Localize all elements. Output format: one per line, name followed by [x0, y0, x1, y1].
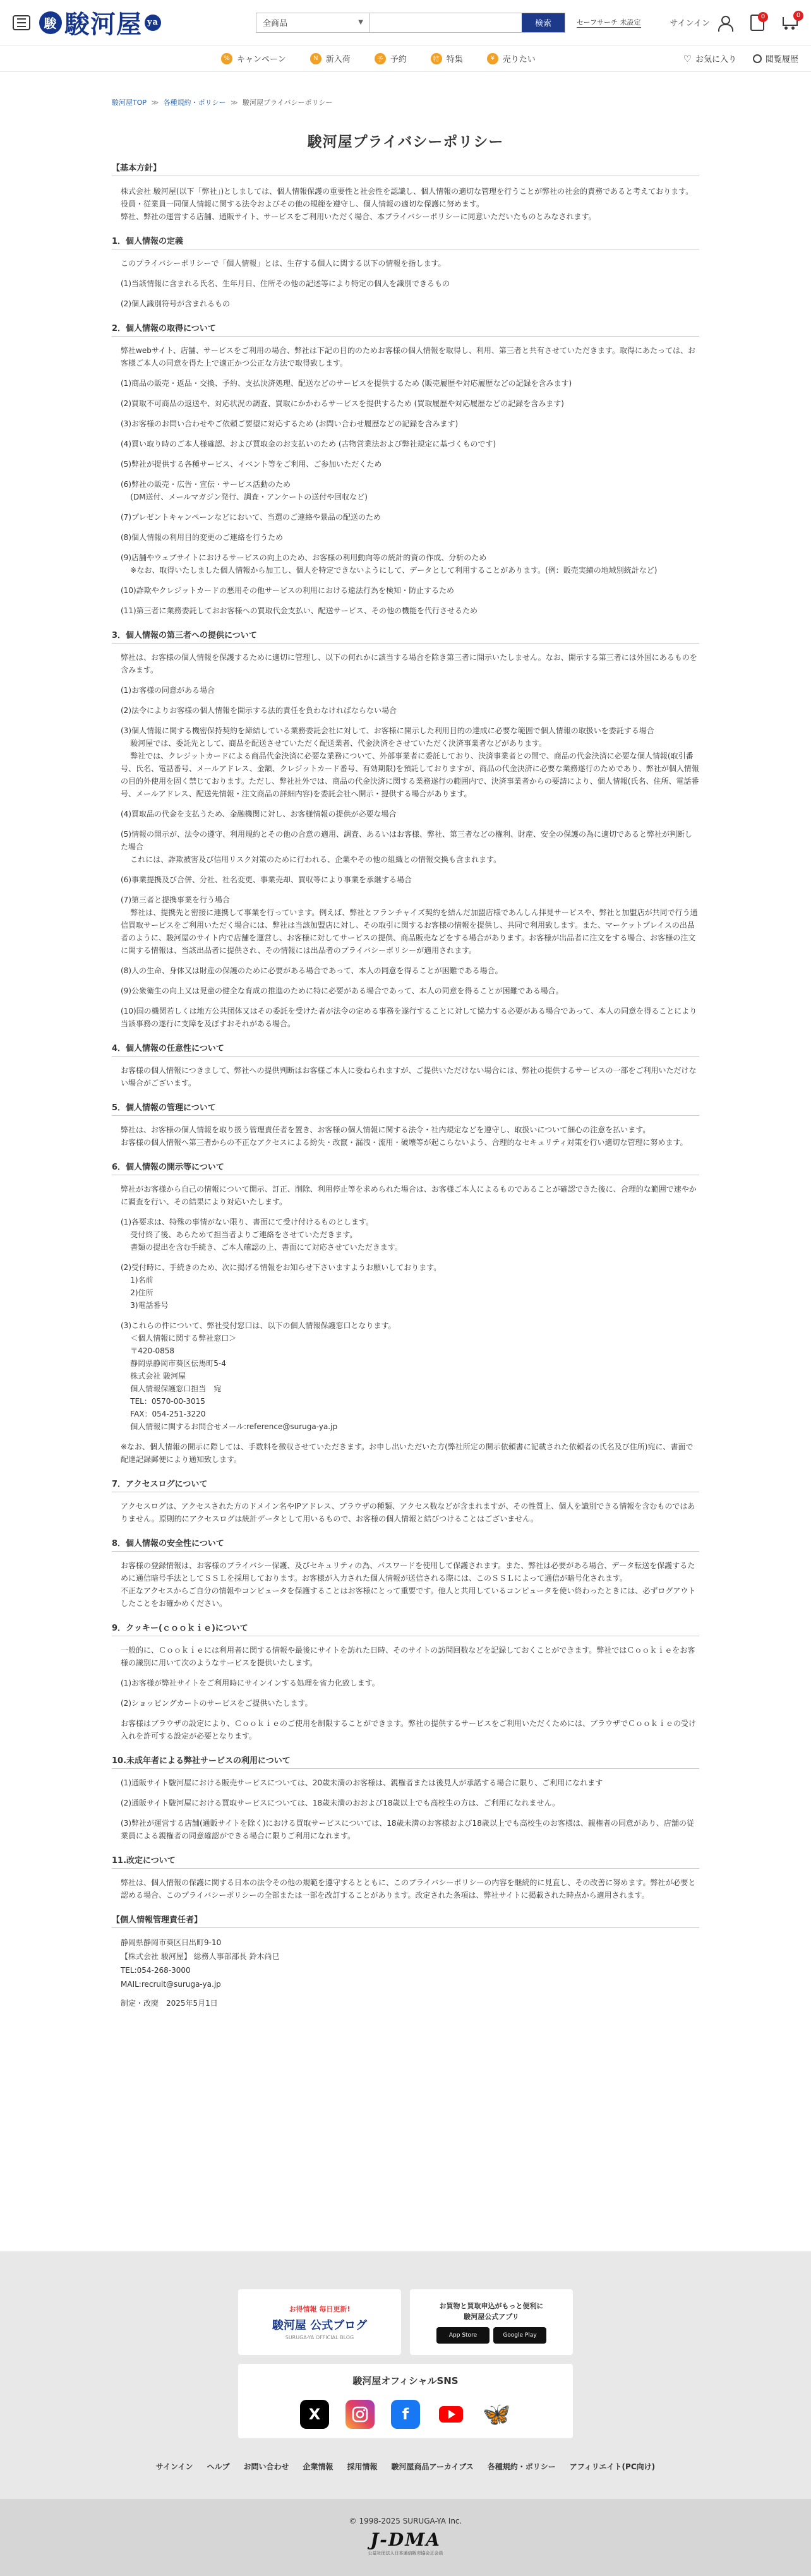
section-paragraph: (10)国の機関若しくは地方公共団体又はその委託を受けた者が法令の定める事務を遂行することに対して協力する必要がある場合であって、本人の同意を得ることにより当該事務の遂行に支障を及ぼすおそれがある場合。	[121, 1007, 697, 1028]
favorites-link[interactable]	[683, 52, 736, 64]
section-paragraph: (3)個人情報に関する機密保持契約を締結している業務委託会社に対して、お客様に開示した利用目的の達成に必要な範囲で個人情報の取扱いを委託する場合 駿河屋では、委託先として、商品を配送させていただく配送業者、代金決済をさせていただく決済事業者などがあります。 弊社では、クレジットカードによる商品代金決済に必要な業務について、外部事業者に委託しており、決済事業者との間で、商品の代金決済に必要な個人情報(取引番号、氏名、電話番号、メールアドレス、金額、クレジットカード番号、有効期限)を預託しておりますが、商品の代金決済に必要な業務遂行のためであり、弊社が個人情報の目的外使用を固く禁じております。ただし、弊社社外では、商品の代金決済に関する業務遂行の範囲内で、決済事業者からの要請により、個人情報(氏名、住所、電話番号、メールアドレス、配送先情報・注文商品の詳細内容)を委託会社へ開示・提供する場合があります。	[121, 726, 699, 798]
nav-item-label: キャンペーン	[237, 55, 286, 64]
chevron-down-icon: ▼	[358, 19, 363, 26]
manager-mail: MAIL:recruit@suruga-ya.jp	[121, 1980, 221, 1989]
policy-content	[112, 72, 699, 2010]
section-paragraph: (8)人の生命、身体又は財産の保護のために必要がある場合であって、本人の同意を得ることが困難である場合。	[121, 966, 503, 975]
section-paragraph: 弊社webサイト、店舗、サービスをご利用の場合、弊社は下記の目的のためお客様の個人情報を取得し、利用、第三者と共有させていただきます。取得にあたっては、お客様ご本人の同意を得た上で適正かつ公正な方法で取得致します。	[121, 346, 695, 368]
section-paragraph: (9)店舗やウェブサイトにおけるサービスの向上のため、お客様の利用動向等の統計的資の作成、分析のため ※なお、取得いたしました個人情報から加工し、個人を特定できないようにして、データとして利用することがあります。(例：販売実績の地域別統計など)	[121, 553, 658, 575]
safe-search-link[interactable]: セーフサーチ 未設定	[577, 18, 641, 27]
page-title: 駿河屋プライバシーポリシー	[307, 134, 504, 150]
youtube-icon[interactable]	[436, 2400, 466, 2429]
search-category-value: 全商品	[263, 19, 288, 28]
bag-badge: 0	[758, 12, 768, 22]
section-paragraph: 弊社は、お客様の個人情報を取り扱う管理責任者を置き、お客様の個人情報に関する法令・社内規定などを遵守し、取扱いについて細心の注意を払います。 お客様の個人情報へ第三者からの不正なアクセスによる紛失・改竄・漏洩・流用・破壊等が起こらないよう、合理的なセキュリティ対策を行い適切な管理に努めます。	[121, 1125, 688, 1147]
footer-bottom	[0, 2499, 811, 2576]
nav-items	[221, 52, 536, 64]
site-header	[0, 0, 811, 45]
breadcrumb-separator: ≫	[231, 99, 238, 107]
section-paragraph: (1)各要求は、特殊の事情がない限り、書面にて受け付けるものとします。 受付終了後、あらためて担当者よりご連絡をさせていただきます。 書類の提出を含む手続き、ご本人確認の上、書面にて対応させていただきます。	[121, 1218, 402, 1252]
cart-icon[interactable]	[781, 12, 801, 31]
blog-banner-tag: お得情報 毎日更新!	[289, 2305, 351, 2313]
nav-item-label: 予約	[390, 55, 407, 64]
section-paragraph: このプライバシーポリシーで「個人情報」とは、生存する個人に関する以下の情報を指します。	[121, 259, 446, 268]
nav-item-label: 特集	[446, 55, 463, 64]
section-paragraph: (1)商品の販売・返品・交換、予約、支払決済処理、配送などのサービスを提供するため (販売履歴や対応履歴などの記録を含みます)	[121, 379, 572, 388]
section-heading: 11.改定について	[112, 1854, 699, 1869]
section-heading: 2．個人情報の取得について	[112, 321, 699, 337]
section-paragraph: (6)事業提携及び合併、分社、社名変更、事業売却、買収等により事業を承継する場合	[121, 875, 412, 884]
section-heading: 7．アクセスログについて	[112, 1477, 699, 1492]
search-category-select[interactable]	[256, 13, 370, 32]
section-paragraph: (4)買取品の代金を支払うため、金融機関に対し、お客様情報の提供が必要な場合	[121, 810, 397, 818]
section-paragraph: (1)お客様の同意がある場合	[121, 686, 215, 695]
header-actions	[670, 12, 801, 31]
section-paragraph: (3)これらの件について、弊社受付窓口は、以下の個人情報保護窓口となります。 ＜個人情報に関する弊社窓口＞ 〒420-0858 静岡県静岡市葵区伝馬町5-4 株式会社 駿河屋 個人情報保護窓口担当 宛 TEL：0570-00-3015 FAX：054-251-3220 個人情報に関するお問合せメール:reference@suruga-ya.jp	[121, 1321, 396, 1431]
section-paragraph: (4)買い取り時のご本人様確認、および買取金のお支払いのため (古物営業法および弊社規定に基づくものです)	[121, 440, 496, 448]
clock-icon	[753, 54, 762, 63]
cart-badge: 0	[793, 11, 803, 21]
site-footer	[0, 2251, 811, 2576]
reservation-icon: 予	[375, 53, 386, 64]
search-input[interactable]	[370, 13, 522, 32]
section-paragraph: (3)お客様のお問い合わせやご依頼ご要望に対応するため (お問い合わせ履歴などの記録を含みます)	[121, 419, 459, 428]
section-paragraph: お客様はブラウザの設定により、Ｃｏｏｋｉｅのご使用を制限することができます。弊社の提供するサービスをご利用いただくためには、ブラウザでＣｏｏｋｉｅの受け入れを許可する設定が必要となります。	[121, 1719, 697, 1740]
blog-banner-title: 駿河屋 公式ブログ	[272, 2319, 368, 2332]
section-paragraph: (1)お客様が弊社サイトをご利用時にサインインする処理を省力化致します。	[121, 1679, 380, 1687]
footer-link[interactable]: 各種規約・ポリシー	[487, 2462, 556, 2471]
section-heading: 9．クッキー(ｃｏｏｋｉｅ)について	[112, 1621, 699, 1636]
sns-box	[238, 2364, 573, 2438]
footer-link[interactable]: お問い合わせ	[243, 2462, 289, 2471]
sns-links	[300, 2400, 511, 2429]
breadcrumb	[112, 97, 699, 107]
copyright: © 1998-2025 SURUGA-YA Inc.	[349, 2517, 462, 2525]
instagram-icon[interactable]	[345, 2400, 375, 2429]
bluesky-icon[interactable]: 🦋	[482, 2402, 511, 2428]
footer-link[interactable]: アフィリエイト(PC向け)	[569, 2462, 656, 2471]
nav-right	[683, 52, 798, 64]
section-paragraph: (1)通販サイト駿河屋における販売サービスについては、20歳未満のお客様は、親権者または後見人が承諾する場合に限り、ご利用になれます	[121, 1778, 603, 1787]
breadcrumb-home[interactable]: 駿河屋TOP	[112, 99, 147, 107]
section-heading: 1．個人情報の定義	[112, 234, 699, 249]
jdma-caption: 公益社団法人日本通信販売協会正会員	[368, 2551, 443, 2556]
favorites-label: お気に入り	[695, 55, 736, 64]
history-link[interactable]	[753, 52, 798, 64]
section-heading: 6．個人情報の開示等について	[112, 1160, 699, 1175]
section-paragraph: (2)買取不可商品の返送や、対応状況の調査、買取にかかわるサービスを提供するため (買取履歴や対応履歴などの記録を含みます)	[121, 399, 564, 408]
facebook-icon[interactable]: f	[391, 2400, 420, 2429]
section-paragraph: ※なお、個人情報の開示に際しては、手数料を徴収させていただきます。お申し出いただいた方(弊社所定の開示依頼書に記載された依頼者の氏名及び住所)宛に、書面で配達記録郵便により通知致します。	[121, 1442, 694, 1464]
section-paragraph: (8)個人情報の利用目的変更のご連絡を行うため	[121, 533, 283, 542]
section-paragraph: お客様の個人情報につきまして、弊社への提供判断はお客様ご本人に委ねられますが、ご提供いただけない場合には、弊社の提供するサービスの一部をご利用いただけない場合がございます。	[121, 1066, 697, 1087]
footer-links	[0, 2461, 811, 2472]
logo-text: 駿河屋	[64, 9, 142, 39]
bag-icon[interactable]	[750, 15, 764, 31]
footer-link[interactable]: 企業情報	[303, 2462, 333, 2471]
breadcrumb-current: 駿河屋プライバシーポリシー	[243, 99, 333, 107]
section-paragraph: 弊社は、お客様の個人情報を保護するために適切に管理し、以下の何れかに該当する場合を除き第三者に開示いたしません。なお、開示する第三者には外国にあるものを含みます。	[121, 653, 697, 674]
nav-item-new-arrivals[interactable]	[310, 52, 351, 64]
enacted-date: 制定・改廃 2025年5月1日	[121, 1999, 218, 2008]
nav-item-label: 売りたい	[502, 55, 536, 64]
site-logo[interactable]	[39, 4, 161, 40]
section-heading: 10.未成年者による弊社サービスの利用について	[112, 1754, 699, 1769]
section-heading: 3．個人情報の第三者への提供について	[112, 628, 699, 644]
section-paragraph: お客様の登録情報は、お客様のプライバシー保護、及びセキュリティの為、パスワードを使用して保護されます。また、弊社は必要がある場合、データ転送を保護するために通信暗号手法としてＳＳＬを採用しております。お客様が入力された個人情報が送信される際には、このＳＳＬによって通信が暗号化されます。 不正なアクセスからご自分の情報やコンピュータを保護することはお客様にとって重要です。他人と共用しているコンピュータを使い終わったときには、必ずログアウトしたことをお確かめください。	[121, 1561, 696, 1608]
section-paragraph: 弊社は、個人情報の保護に関する日本の法令その他の規範を遵守するとともに、このプライバシーポリシーの内容を継続的に見直し、その改善に努めます。弊社が必要と認める場合、このプライバシーポリシーの全部または一部を改訂することがあります。改定された条項は、弊社サイトに掲載された時点から適用されます。	[121, 1878, 696, 1900]
store-buttons	[436, 2327, 546, 2344]
app-store-button[interactable]: App Store	[436, 2327, 490, 2344]
sell-icon: ¥	[487, 53, 498, 64]
manager-address: 静岡県静岡市葵区日出町9-10	[121, 1938, 222, 1947]
section-paragraph: (2)通販サイト駿河屋における買取サービスについては、18歳未満のおおよび18歳以上でも高校生の方は、ご利用になれません。	[121, 1799, 560, 1807]
manager-tel: TEL:054-268-3000	[121, 1966, 191, 1975]
history-label: 閲覧履歴	[765, 55, 798, 64]
basic-policy-text: 株式会社 駿河屋(以下「弊社」)としましては、個人情報保護の重要性と社会性を認識し、個人情報の適切な管理を行うことが弊社の社会的責務であると考えております。 役員・従業員一同個人情報に関する法令およびその他の規範を遵守し、個人情報の適切な保護に努めます。 弊社、弊社の運営する店舗、通販サイト、サービスをご利用いただく場合、本プライバシーポリシーに同意いただいたものとみなされます。	[121, 187, 694, 221]
x-icon[interactable]: X	[300, 2400, 329, 2429]
section-paragraph: (9)公衆衛生の向上又は児童の健全な育成の推進のために特に必要がある場合であって、本人の同意を得ることが困難である場合。	[121, 986, 563, 995]
app-banner-text: お買物と買取申込がもっと便利に 駿河屋公式アプリ	[439, 2302, 544, 2321]
search-bar	[256, 13, 565, 33]
breadcrumb-terms[interactable]: 各種規約・ポリシー	[163, 99, 226, 107]
blog-banner-sub: SURUGA-YA OFFICIAL BLOG	[285, 2335, 354, 2340]
basic-policy-heading: 【基本方針】	[112, 161, 699, 176]
section-paragraph: (7)プレゼントキャンペーンなどにおいて、当選のご連絡や景品の配送のため	[121, 513, 381, 522]
section-paragraph: (1)当該情報に含まれる氏名、生年月日、住所その他の記述等により特定の個人を識別できるもの	[121, 279, 450, 288]
footer-link[interactable]: サインイン	[155, 2462, 193, 2471]
main-nav	[0, 45, 811, 72]
feature-icon: 特	[431, 53, 442, 64]
sns-title: 駿河屋オフィシャルSNS	[352, 2375, 459, 2387]
blog-banner[interactable]	[238, 2289, 401, 2355]
manager-heading: 【個人情報管理責任者】	[112, 1913, 699, 1928]
nav-item-sell[interactable]	[487, 52, 536, 64]
logo-badge: ya	[145, 15, 161, 31]
app-banner	[410, 2289, 573, 2355]
nav-item-feature[interactable]	[431, 52, 463, 64]
section-heading: 8．個人情報の安全性について	[112, 1537, 699, 1552]
section-paragraph: (5)情報の開示が、法令の遵守、利用規約とその他の合意の適用、調査、あるいはお客様、弊社、第三者などの権利、財産、安全の保護の為に適切であると弊社が判断した場合 これには、詐欺被害及び信用リスク対策のために行われる、企業やその他の組織との情報交換も含まれます。	[121, 830, 693, 864]
heart-icon: ♡	[683, 52, 692, 64]
section-paragraph: (7)第三者と提携事業を行う場合 弊社は、提携先と密接に連携して事業を行っています。例えば、弊社とフランチャイズ契約を結んだ加盟店様であんしん拝見サービスや、弊社と加盟店が共同で行う通信買取サービスをご利用いただく場合には、弊社は当該加盟店に対し、その取引に関するお客様の情報を提供し、共同で利用致します。また、マーケットプレイスの出品者のように、駿河屋のサイト内で店舗を運営し、お客様に対してサービスの提供、商品販売などをする場合があります。お客様が出品者に注文をする場合、お客様の注文に関する情報は、当該出品者に提供され、その情報には出品者のプライバシーポリシーが適用されます。	[121, 896, 698, 955]
signin-link[interactable]: サインイン	[670, 19, 710, 28]
nav-item-label: 新入荷	[325, 55, 351, 64]
new-arrivals-icon: N	[310, 53, 321, 64]
google-play-button[interactable]: Google Play	[493, 2327, 546, 2344]
search-button[interactable]: 検索	[522, 13, 565, 32]
manager-company: 【株式会社 駿河屋】 総務人事部部長 鈴木尚巳	[121, 1952, 280, 1961]
menu-icon[interactable]	[13, 15, 30, 30]
user-icon[interactable]	[718, 15, 731, 31]
jdma-logo: J-DMA	[370, 2529, 441, 2550]
section-paragraph: (11)第三者に業務委託しておお客様への買取代金支払い、配送サービス、その他の機能を代行させるため	[121, 606, 478, 615]
section-paragraph: (2)ショッピングカートのサービスをご提供いたします。	[121, 1699, 313, 1708]
section-paragraph: (2)個人識別符号が含まれるもの	[121, 299, 230, 308]
section-paragraph: 弊社がお客様から自己の情報について開示、訂正、削除、利用停止等を求められた場合は、お客様ご本人によるものであることが確認できた後に、合理的な範囲で速やかに調査を行い、その結果により対応いたします。	[121, 1185, 697, 1206]
section-paragraph: (6)弊社の販売・広告・宣伝・サービス活動のため (DM送付、メールマガジン発行、調査・アンケートの送付や回収など)	[121, 480, 368, 501]
footer-link[interactable]: 採用情報	[347, 2462, 378, 2471]
section-paragraph: (3)弊社が運営する店舗(通販サイトを除く)における買取サービスについては、18歳未満のお客様および18歳以上でも高校生のお客様は、親権者の同意があり、店舗の従業員による親権者の同意確認ができる場合に限りご利用になれます。	[121, 1819, 694, 1840]
nav-item-reservation[interactable]	[375, 52, 407, 64]
nav-item-campaign[interactable]	[221, 52, 286, 64]
section-paragraph: アクセスログは、アクセスされた方のドメイン名やIPアドレス、ブラウザの種類、アクセス数などが含まれますが、その性質上、個人を識別できる情報を含むものではありません。原則的にアクセスログは統計データとして用いるもので、お客様の個人情報と結びつけることはございません。	[121, 1502, 695, 1523]
policy-sections	[112, 234, 699, 1902]
logo-seal: 駿	[39, 11, 62, 34]
breadcrumb-separator: ≫	[151, 99, 159, 107]
section-heading: 5．個人情報の管理について	[112, 1101, 699, 1116]
section-heading: 4．個人情報の任意性について	[112, 1041, 699, 1057]
footer-link[interactable]: 駿河屋商品アーカイブス	[391, 2462, 474, 2471]
promo-row	[0, 2289, 811, 2355]
section-paragraph: 一般的に、Ｃｏｏｋｉｅには利用者に関する情報や最後にサイトを訪れた日時、そのサイトの訪問回数などを記録しておくことができます。弊社ではＣｏｏｋｉｅをお客様の識別に用いて次のようなサービスを提供いたします。	[121, 1646, 695, 1667]
section-paragraph: (2)法令によりお客様の個人情報を開示する法的責任を負わなければならない場合	[121, 706, 397, 715]
section-paragraph: (10)詐欺やクレジットカードの悪用その他サービスの利用における違法行為を検知・防止するため	[121, 586, 454, 595]
footer-link[interactable]: ヘルプ	[207, 2462, 230, 2471]
campaign-icon: %	[221, 53, 232, 64]
section-paragraph: (5)弊社が提供する各種サービス、イベント等をご利用、ご参加いただくため	[121, 460, 382, 469]
section-paragraph: (2)受付時に、手続きのため、次に掲げる情報をお知らせ下さいますようお願いしております。 1)名前 2)住所 3)電話番号	[121, 1263, 442, 1310]
